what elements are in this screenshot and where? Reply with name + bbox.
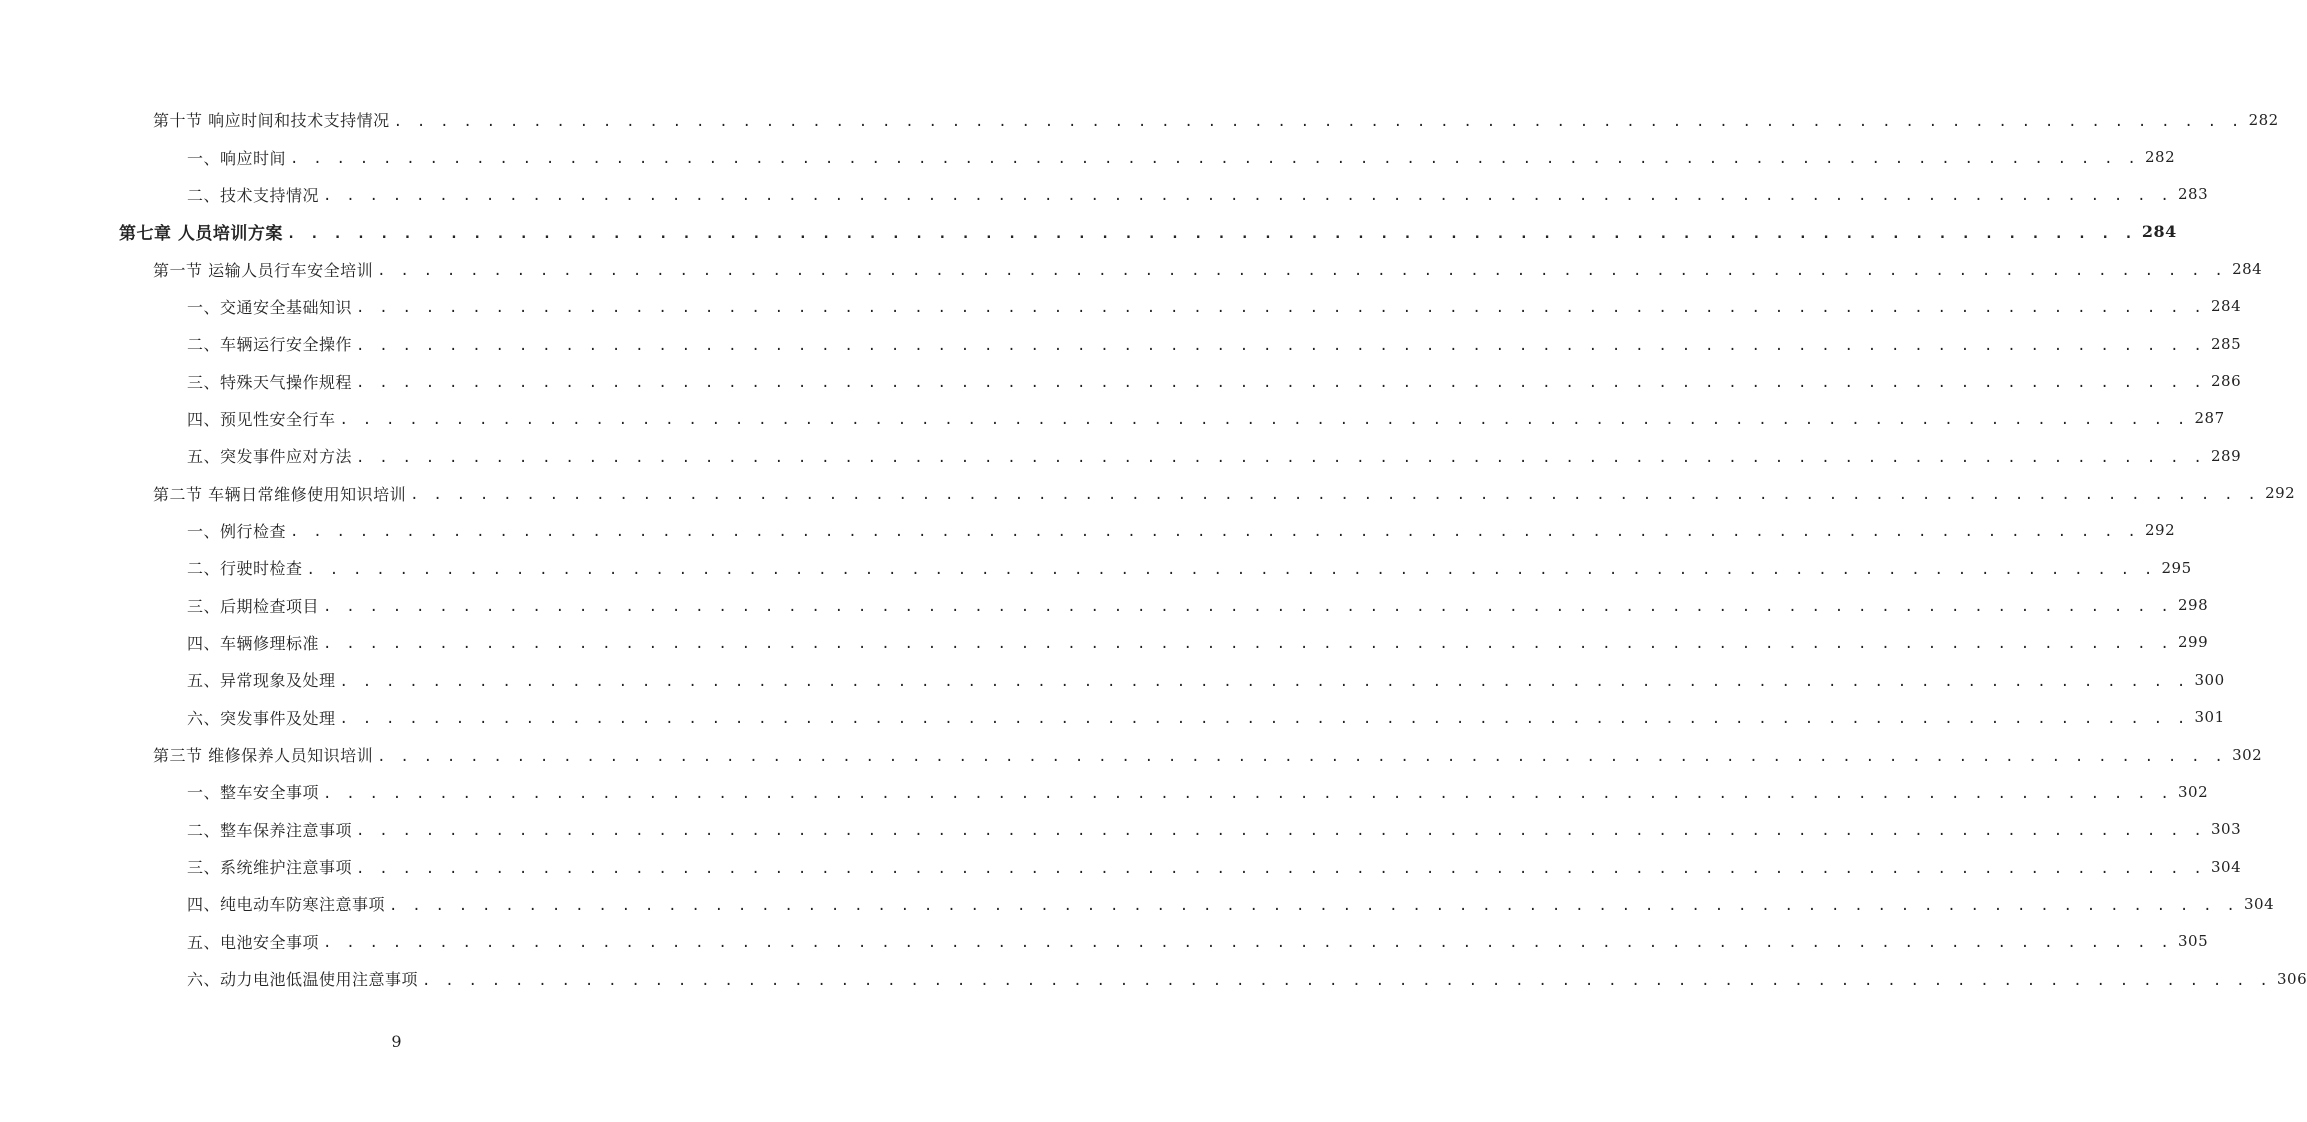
toc-entry-title: 第十节 响应时间和技术支持情况: [153, 111, 390, 131]
dot-leader: . . . . . . . . . . . . . . . . . . . . . . . . . . . . . . . . . . . . . . . . . . . . . . . . . . . . . . . . . . . . . . . . . . . . . . . . . . . . . . . .: [339, 673, 2189, 690]
toc-entry-title: 一、交通安全基础知识: [187, 297, 353, 317]
toc-entry-title: 一、例行检查: [187, 521, 287, 541]
toc-entry-page-number: 304: [2210, 857, 2242, 876]
toc-entry-title: 四、车辆修理标准: [187, 633, 320, 653]
dot-leader: . . . . . . . . . . . . . . . . . . . . . . . . . . . . . . . . . . . . . . . . . . . . . . . . . . . . . . . . . . . . . . . . . . . . . . . . . . . . . . . .: [356, 337, 2205, 354]
toc-entry-page-number: 282: [2144, 148, 2176, 167]
toc-entry-item[interactable]: [0, 661, 2225, 698]
dot-leader: . . . . . . . . . . . . . . . . . . . . . . . . . . . . . . . . . . . . . . . . . . . . . . . . . . . . . . . . . . . . . . . . . . . . . . . . . . . . . . . .: [356, 375, 2205, 392]
toc-entry-title: 二、车辆运行安全操作: [187, 335, 353, 355]
toc-entry-page-number: 285: [2210, 334, 2242, 353]
toc-entry-title: 二、技术支持情况: [187, 185, 320, 205]
toc-entry-item[interactable]: [0, 885, 2275, 922]
toc-entry-page-number: 283: [2177, 185, 2209, 204]
toc-entry-title: 二、整车保养注意事项: [187, 820, 353, 840]
dot-leader: . . . . . . . . . . . . . . . . . . . . . . . . . . . . . . . . . . . . . . . . . . . . . . . . . . . . . . . . . . . . . . . . . . . . . . . . . . . . . . . .: [393, 113, 2243, 130]
toc-entry-page-number: 295: [2161, 558, 2192, 577]
toc-entry-page-number: 302: [2177, 782, 2209, 801]
dot-leader: . . . . . . . . . . . . . . . . . . . . . . . . . . . . . . . . . . . . . . . . . . . . . . . . . . . . . . . . . . . . . . . . . . . . . . . . . . . . . . . .: [323, 636, 2172, 653]
dot-leader: . . . . . . . . . . . . . . . . . . . . . . . . . . . . . . . . . . . . . . . . . . . . . . . . . . . . . . . . . . . . . . . . . . . . . . . . . . . . . . . .: [377, 263, 2227, 280]
table-of-contents: [0, 101, 2307, 997]
toc-entry-title: 一、整车安全事项: [187, 783, 320, 803]
toc-entry-title: 五、电池安全事项: [187, 932, 320, 952]
toc-entry-title: 二、行驶时检查: [187, 559, 303, 579]
toc-entry-title: 六、突发事件及处理: [187, 708, 336, 728]
toc-entry-title: 三、后期检查项目: [187, 596, 320, 616]
toc-entry-title: 五、突发事件应对方法: [187, 447, 353, 467]
toc-entry-page-number: 303: [2210, 820, 2242, 839]
page-number: 9: [391, 1032, 402, 1051]
dot-leader: . . . . . . . . . . . . . . . . . . . . . . . . . . . . . . . . . . . . . . . . . . . . . . . . . . . . . . . . . . . . . . . . . . . . . . . . . . . . . . . .: [290, 524, 2139, 541]
toc-entry-page-number: 284: [2141, 222, 2177, 242]
toc-entry-title: 第一节 运输人员行车安全培训: [153, 260, 374, 280]
toc-entry-title: 四、纯电动车防寒注意事项: [187, 895, 386, 915]
toc-entry-title: 一、响应时间: [187, 148, 287, 168]
dot-leader: . . . . . . . . . . . . . . . . . . . . . . . . . . . . . . . . . . . . . . . . . . . . . . . . . . . . . . . . . . . . . . . . . . . . . . . . . . . . . . . .: [410, 487, 2260, 504]
toc-entry-page-number: 302: [2232, 745, 2263, 764]
dot-leader: . . . . . . . . . . . . . . . . . . . . . . . . . . . . . . . . . . . . . . . . . . . . . . . . . . . . . . . . . . . . . . . . . . . . . . . . . . . . . . . .: [306, 561, 2156, 578]
toc-entry-title: 五、异常现象及处理: [187, 671, 336, 691]
toc-entry-item[interactable]: [0, 288, 2242, 325]
toc-entry-page-number: 287: [2194, 409, 2225, 428]
toc-entry-page-number: 292: [2265, 484, 2296, 503]
toc-entry-page-number: 299: [2177, 633, 2209, 652]
toc-entry-title: 三、系统维护注意事项: [187, 858, 353, 878]
toc-entry-item[interactable]: [0, 624, 2209, 661]
toc-entry-item[interactable]: [0, 138, 2176, 175]
dot-leader: . . . . . . . . . . . . . . . . . . . . . . . . . . . . . . . . . . . . . . . . . . . . . . . . . . . . . . . . . . . . . . . . . . . . . . . . . . . . . . . .: [356, 449, 2205, 466]
toc-entry-page-number: 284: [2232, 260, 2263, 279]
toc-entry-title: 六、动力电池低温使用注意事项: [187, 970, 419, 990]
toc-entry-item[interactable]: [0, 923, 2209, 960]
toc-entry-item[interactable]: [0, 848, 2242, 885]
toc-entry-title: 第三节 维修保养人员知识培训: [153, 746, 374, 766]
toc-entry-page-number: 284: [2210, 297, 2242, 316]
toc-entry-item[interactable]: [0, 549, 2192, 586]
toc-entry-section[interactable]: [0, 736, 2263, 773]
toc-entry-section[interactable]: [0, 250, 2263, 287]
toc-entry-page-number: 286: [2210, 372, 2242, 391]
dot-leader: . . . . . . . . . . . . . . . . . . . . . . . . . . . . . . . . . . . . . . . . . . . . . . . . . . . . . . . . . . . . . . . . . . . . . . . . . . . . . . . .: [356, 860, 2205, 877]
dot-leader: . . . . . . . . . . . . . . . . . . . . . . . . . . . . . . . . . . . . . . . . . . . . . . . . . . . . . . . . . . . . . . . . . . . . . . . . . . . . . . . .: [389, 897, 2238, 914]
toc-entry-page-number: 301: [2194, 708, 2225, 727]
dot-leader: . . . . . . . . . . . . . . . . . . . . . . . . . . . . . . . . . . . . . . . . . . . . . . . . . . . . . . . . . . . . . . . . . . . . . . . . . . . . . . . .: [290, 151, 2139, 168]
dot-leader: . . . . . . . . . . . . . . . . . . . . . . . . . . . . . . . . . . . . . . . . . . . . . . . . . . . . . . . . . . . . . . . . . . . . . . . . . . . . . . . .: [356, 300, 2205, 317]
toc-entry-page-number: 306: [2276, 969, 2307, 988]
dot-leader: . . . . . . . . . . . . . . . . . . . . . . . . . . . . . . . . . . . . . . . . . . . . . . . . . . . . . . . . . . . . . . . . . . . . . . . . . . . . . . . .: [323, 785, 2172, 802]
toc-entry-item[interactable]: [0, 512, 2176, 549]
toc-entry-chapter[interactable]: [0, 213, 2177, 250]
toc-entry-item[interactable]: [0, 811, 2242, 848]
toc-entry-title: 第二节 车辆日常维修使用知识培训: [153, 484, 407, 504]
toc-entry-item[interactable]: [0, 176, 2209, 213]
dot-leader: . . . . . . . . . . . . . . . . . . . . . . . . . . . . . . . . . . . . . . . . . . . . . . . . . . . . . . . . . . . . . . . . . . . . . . . . . . . . . . . .: [377, 748, 2227, 765]
dot-leader: . . . . . . . . . . . . . . . . . . . . . . . . . . . . . . . . . . . . . . . . . . . . . . . . . . . . . . . . . . . . . . . . . . . . . . . . . . . . . . . .: [356, 823, 2205, 840]
toc-entry-page-number: 305: [2177, 932, 2209, 951]
toc-entry-page-number: 300: [2194, 670, 2225, 689]
toc-entry-title: 四、预见性安全行车: [187, 409, 336, 429]
dot-leader: . . . . . . . . . . . . . . . . . . . . . . . . . . . . . . . . . . . . . . . . . . . . . . . . . . . . . . . . . . . . . . . . . . . . . . . . . . . . . . . .: [323, 935, 2172, 952]
toc-entry-item[interactable]: [0, 400, 2225, 437]
toc-entry-item[interactable]: [0, 960, 2307, 997]
dot-leader: . . . . . . . . . . . . . . . . . . . . . . . . . . . . . . . . . . . . . . . . . . . . . . . . . . . . . . . . . . . . . . . . . . . . . . . . . . . . . . . .: [286, 225, 2136, 242]
dot-leader: . . . . . . . . . . . . . . . . . . . . . . . . . . . . . . . . . . . . . . . . . . . . . . . . . . . . . . . . . . . . . . . . . . . . . . . . . . . . . . . .: [323, 599, 2172, 616]
dot-leader: . . . . . . . . . . . . . . . . . . . . . . . . . . . . . . . . . . . . . . . . . . . . . . . . . . . . . . . . . . . . . . . . . . . . . . . . . . . . . . . .: [323, 188, 2172, 205]
dot-leader: . . . . . . . . . . . . . . . . . . . . . . . . . . . . . . . . . . . . . . . . . . . . . . . . . . . . . . . . . . . . . . . . . . . . . . . . . . . . . . . .: [339, 412, 2189, 429]
toc-entry-item[interactable]: [0, 699, 2225, 736]
toc-entry-section[interactable]: [0, 101, 2279, 138]
toc-entry-page-number: 292: [2144, 521, 2176, 540]
toc-entry-item[interactable]: [0, 362, 2242, 399]
toc-entry-page-number: 304: [2243, 894, 2275, 913]
toc-entry-item[interactable]: [0, 437, 2242, 474]
toc-entry-page-number: 282: [2248, 110, 2279, 129]
toc-entry-title: 第七章 人员培训方案: [119, 224, 283, 245]
dot-leader: . . . . . . . . . . . . . . . . . . . . . . . . . . . . . . . . . . . . . . . . . . . . . . . . . . . . . . . . . . . . . . . . . . . . . . . . . . . . . . . .: [339, 711, 2189, 728]
toc-entry-title: 三、特殊天气操作规程: [187, 372, 353, 392]
toc-entry-item[interactable]: [0, 773, 2209, 810]
toc-entry-item[interactable]: [0, 586, 2209, 623]
toc-entry-page-number: 298: [2177, 596, 2209, 615]
toc-entry-item[interactable]: [0, 325, 2242, 362]
dot-leader: . . . . . . . . . . . . . . . . . . . . . . . . . . . . . . . . . . . . . . . . . . . . . . . . . . . . . . . . . . . . . . . . . . . . . . . . . . . . . . . .: [422, 972, 2271, 989]
toc-entry-section[interactable]: [0, 474, 2296, 511]
toc-entry-page-number: 289: [2210, 446, 2242, 465]
